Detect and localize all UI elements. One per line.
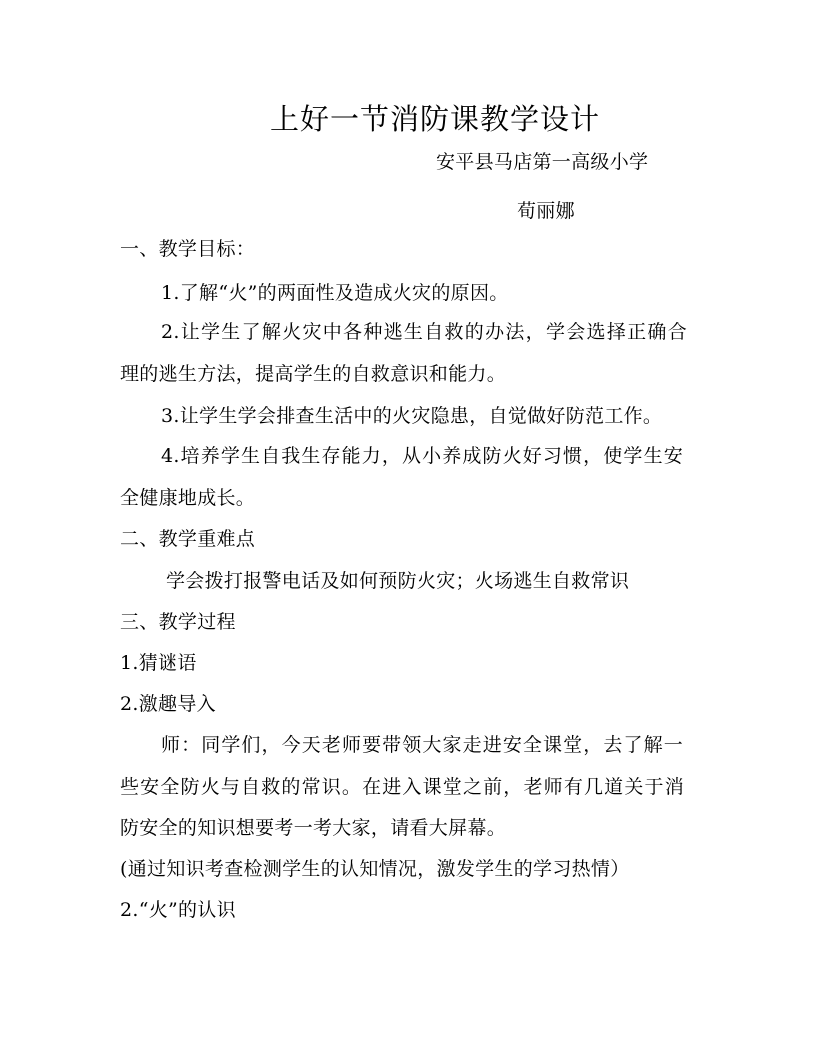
section-heading-process: 三、教学过程 <box>120 611 236 633</box>
section-heading-key-points: 二、教学重难点 <box>120 528 256 550</box>
author-name: 荀丽娜 <box>517 200 575 222</box>
objective-item-4-cont: 全健康地成长。 <box>120 487 256 509</box>
process-step-riddle: 1.猜谜语 <box>120 652 197 674</box>
key-points-text: 学会拨打报警电话及如何预防火灾；火场逃生自救常识 <box>166 570 630 592</box>
document-title: 上好一节消防课教学设计 <box>269 102 600 136</box>
school-name: 安平县马店第一高级小学 <box>436 151 649 173</box>
teacher-speech-line-3: 防安全的知识想要考一考大家，请看大屏幕。 <box>120 817 507 839</box>
process-note: (通过知识考查检测学生的认知情况，激发学生的学习热情） <box>120 858 630 880</box>
teacher-speech-line-2: 些安全防火与自救的常识。在进入课堂之前，老师有几道关于消 <box>120 776 684 798</box>
objective-item-3: 3.让学生学会排查生活中的火灾隐患，自觉做好防范工作。 <box>161 405 663 427</box>
process-step-fire: 2.“火”的认识 <box>120 899 236 921</box>
objective-item-2-cont: 理的逃生方法，提高学生的自救意识和能力。 <box>120 363 507 385</box>
objective-item-1: 1.了解“火”的两面性及造成火灾的原因。 <box>161 282 509 304</box>
process-step-intro: 2.激趣导入 <box>120 693 216 715</box>
section-heading-objectives: 一、教学目标： <box>120 238 256 260</box>
teacher-speech-line-1: 师：同学们，今天老师要带领大家走进安全课堂，去了解一 <box>161 734 683 756</box>
objective-item-2: 2.让学生了解火灾中各种逃生自救的办法，学会选择正确合 <box>161 321 687 343</box>
objective-item-4: 4.培养学生自我生存能力，从小养成防火好习惯，使学生安 <box>161 445 683 467</box>
